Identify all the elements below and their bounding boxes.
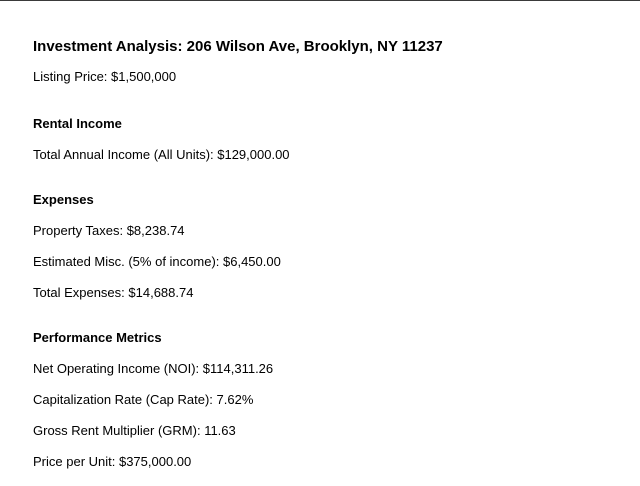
performance-metrics-heading: Performance Metrics — [33, 330, 162, 345]
estimated-misc: Estimated Misc. (5% of income): $6,450.00 — [33, 254, 281, 269]
rental-income-heading: Rental Income — [33, 116, 122, 131]
top-border — [0, 0, 640, 1]
net-operating-income: Net Operating Income (NOI): $114,311.26 — [33, 361, 274, 376]
report-title: Investment Analysis: 206 Wilson Ave, Brooklyn, NY 11237 — [33, 38, 443, 55]
expenses-heading: Expenses — [33, 192, 94, 207]
price-per-unit: Price per Unit: $375,000.00 — [33, 454, 192, 469]
property-taxes: Property Taxes: $8,238.74 — [33, 223, 185, 238]
gross-rent-multiplier: Gross Rent Multiplier (GRM): 11.63 — [33, 423, 236, 438]
listing-price: Listing Price: $1,500,000 — [33, 69, 177, 84]
total-expenses: Total Expenses: $14,688.74 — [33, 285, 194, 300]
total-annual-income: Total Annual Income (All Units): $129,000.00 — [33, 147, 290, 162]
cap-rate: Capitalization Rate (Cap Rate): 7.62% — [33, 392, 254, 407]
